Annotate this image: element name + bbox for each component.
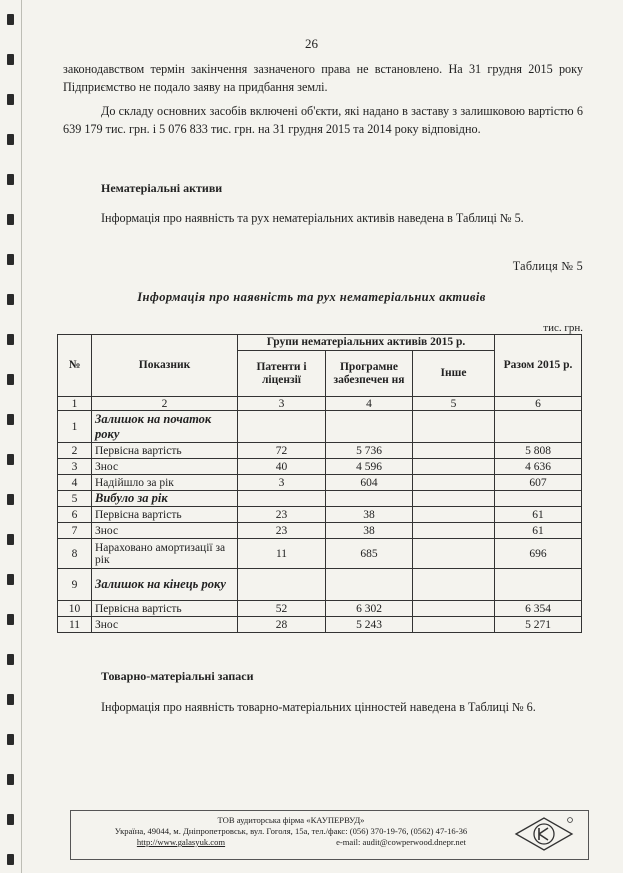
table-row (58, 617, 582, 633)
header-patents: Патенти і ліцензії (238, 351, 326, 397)
row-label: Первісна вартість (92, 601, 238, 617)
cell-patents: 40 (238, 459, 326, 475)
table-row (58, 443, 582, 459)
table-row (58, 539, 582, 569)
row-label: Знос (92, 523, 238, 539)
paragraph-table6-reference: Інформація про наявність товарно-матеріальних цінностей наведена в Таблиці № 6. (101, 700, 536, 714)
cell-software: 6 302 (326, 601, 413, 617)
intangibles-heading: Нематеріальні активи (101, 181, 223, 195)
cell-software: 38 (326, 523, 413, 539)
footer-box (70, 810, 589, 860)
row-number: 11 (58, 617, 92, 633)
table-row (58, 459, 582, 475)
cell-patents (238, 569, 326, 601)
cell-software (326, 569, 413, 601)
row-number: 3 (58, 459, 92, 475)
cell-software (326, 411, 413, 443)
cell-other (413, 617, 495, 633)
table-row (58, 475, 582, 491)
row-label: Первісна вартість (92, 507, 238, 523)
row-number: 9 (58, 569, 92, 601)
paragraph-land-rights: законодавством термін закінчення зазначеного права не встановлено. На 31 грудня 2015 року Підприємство не подало заяву на придбання землі. (63, 62, 583, 94)
cell-total: 5 271 (495, 617, 582, 633)
cell-patents (238, 491, 326, 507)
footer-address: Україна, 49044, м. Дніпропетровськ, вул. Гоголя, 15а, тел./факс: (056) 370-19-76, (0562) 47-16-36 (114, 826, 468, 836)
inventory-heading: Товарно-матеріальні запаси (101, 669, 254, 683)
cell-other (413, 459, 495, 475)
cell-total: 607 (495, 475, 582, 491)
cell-total: 5 808 (495, 443, 582, 459)
header-group: Групи нематеріальних активів 2015 р. (238, 335, 495, 351)
cell-total (495, 569, 582, 601)
cell-software: 604 (326, 475, 413, 491)
row-number: 10 (58, 601, 92, 617)
table-label: Таблиця № 5 (512, 259, 583, 273)
header-total: Разом 2015 р. (495, 335, 582, 397)
paragraph-pledged-assets: До складу основних засобів включені об'єкти, які надано в заставу з залишковою вартістю 6 639 179 тис. грн. і 5 076 833 тис. грн. на 31 грудня 2015 та 2014 року відповідно. (63, 104, 583, 136)
row-number: 5 (58, 491, 92, 507)
cell-software: 4 596 (326, 459, 413, 475)
col-number: 3 (238, 397, 326, 411)
cell-other (413, 411, 495, 443)
col-number: 5 (413, 397, 495, 411)
paragraph-table5-reference: Інформація про наявність та рух нематеріальних активів наведена в Таблиці № 5. (101, 211, 524, 225)
col-number: 2 (92, 397, 238, 411)
cell-patents: 72 (238, 443, 326, 459)
cell-other (413, 601, 495, 617)
row-number: 6 (58, 507, 92, 523)
cell-patents: 11 (238, 539, 326, 569)
row-label: Первісна вартість (92, 443, 238, 459)
row-number: 7 (58, 523, 92, 539)
cell-other (413, 523, 495, 539)
intangible-assets-table (57, 334, 582, 633)
cell-patents (238, 411, 326, 443)
row-label: Знос (92, 459, 238, 475)
column-number-row (58, 397, 582, 411)
page-number: 26 (305, 36, 318, 51)
col-number: 6 (495, 397, 582, 411)
row-number: 1 (58, 411, 92, 443)
table-row (58, 507, 582, 523)
cell-total: 4 636 (495, 459, 582, 475)
row-number: 4 (58, 475, 92, 491)
row-label: Залишок на кінець року (92, 569, 238, 601)
header-software: Програмне забезпечен ня (326, 351, 413, 397)
footer-website-link[interactable]: http://www.galasyuk.com (136, 837, 226, 847)
cell-patents: 23 (238, 507, 326, 523)
header-other: Інше (413, 351, 495, 397)
row-label: Знос (92, 617, 238, 633)
cell-software: 38 (326, 507, 413, 523)
cell-patents: 3 (238, 475, 326, 491)
row-number: 2 (58, 443, 92, 459)
footer-company: ТОВ аудиторська фірма «КАУПЕРВУД» (217, 815, 365, 825)
cell-total: 61 (495, 507, 582, 523)
row-number: 8 (58, 539, 92, 569)
row-label: Нараховано амортизації за рік (92, 539, 238, 569)
table-title: Інформація про наявність та рух нематеріальних активів (137, 290, 486, 304)
cell-patents: 52 (238, 601, 326, 617)
cell-other (413, 539, 495, 569)
cell-total: 696 (495, 539, 582, 569)
footer-email[interactable]: e-mail: audit@cowperwood.dnepr.net (336, 837, 466, 847)
cell-total: 6 354 (495, 601, 582, 617)
table-row (58, 523, 582, 539)
header-num: № (58, 335, 92, 397)
cell-other (413, 475, 495, 491)
cell-software: 5 243 (326, 617, 413, 633)
col-number: 4 (326, 397, 413, 411)
cell-software: 685 (326, 539, 413, 569)
cell-other (413, 507, 495, 523)
cell-total (495, 411, 582, 443)
table-row (58, 411, 582, 443)
spiral-binding (0, 0, 22, 873)
cell-other (413, 569, 495, 601)
cell-total: 61 (495, 523, 582, 539)
cell-software: 5 736 (326, 443, 413, 459)
row-label: Залишок на початок року (92, 411, 238, 443)
cell-patents: 28 (238, 617, 326, 633)
row-label: Надійшло за рік (92, 475, 238, 491)
table-units: тис. грн. (543, 322, 583, 334)
cell-software (326, 491, 413, 507)
cell-total (495, 491, 582, 507)
company-logo-icon (512, 815, 576, 853)
table-row (58, 569, 582, 601)
row-label: Вибуло за рік (92, 491, 238, 507)
table-row (58, 491, 582, 507)
header-indicator: Показник (92, 335, 238, 397)
table-row (58, 601, 582, 617)
cell-other (413, 491, 495, 507)
col-number: 1 (58, 397, 92, 411)
cell-other (413, 443, 495, 459)
cell-patents: 23 (238, 523, 326, 539)
